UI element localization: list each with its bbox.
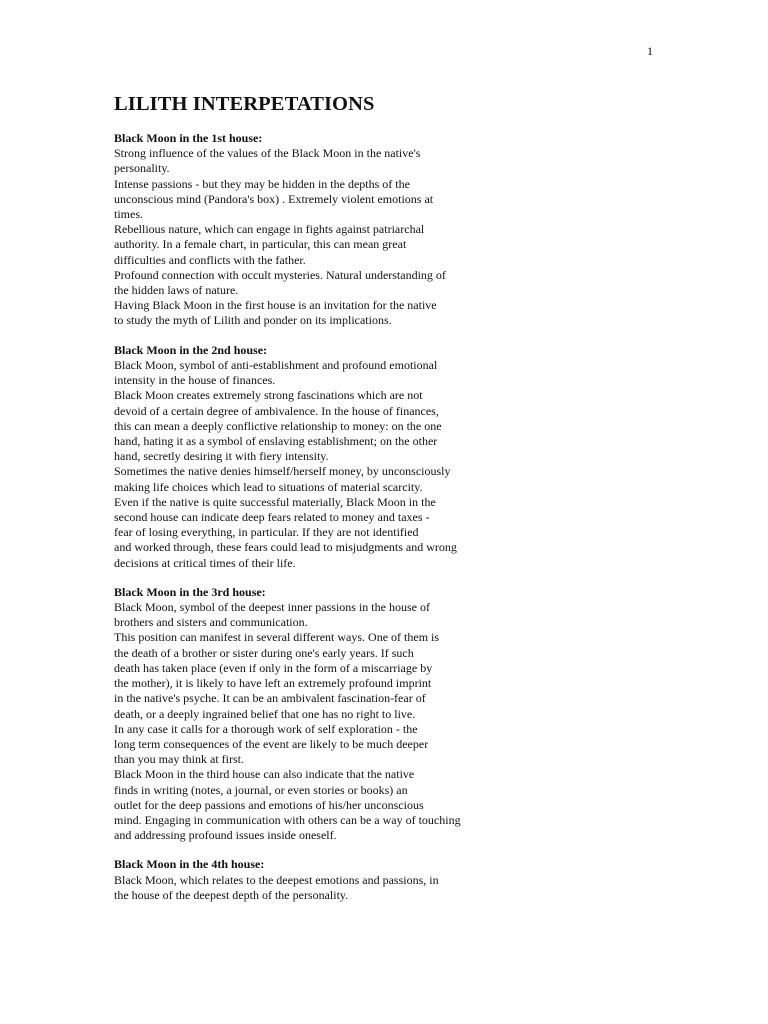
paragraph-line: Black Moon, which relates to the deepest emotions and passions, in bbox=[114, 872, 439, 887]
paragraph-line: and addressing profound issues inside oneself. bbox=[114, 828, 337, 843]
section-house-3 bbox=[114, 585, 514, 843]
paragraph-line: finds in writing (notes, a journal, or even stories or books) an bbox=[114, 782, 408, 797]
section-heading: Black Moon in the 2nd house: bbox=[114, 342, 268, 357]
paragraph-line: this can mean a deeply conflictive relationship to money: on the one bbox=[114, 418, 442, 433]
paragraph-line: Black Moon in the third house can also indicate that the native bbox=[114, 767, 415, 782]
paragraph-line: than you may think at first. bbox=[114, 752, 244, 767]
paragraph-line: death, or a deeply ingrained belief that one has no right to live. bbox=[114, 706, 416, 721]
paragraph-line: personality. bbox=[114, 161, 170, 176]
paragraph-line: brothers and sisters and communication. bbox=[114, 615, 308, 630]
paragraph-line: intensity in the house of finances. bbox=[114, 373, 276, 388]
paragraph-line: second house can indicate deep fears related to money and taxes - bbox=[114, 509, 430, 524]
paragraph-line: Black Moon, symbol of the deepest inner passions in the house of bbox=[114, 600, 430, 615]
paragraph-line: Even if the native is quite successful materially, Black Moon in the bbox=[114, 494, 436, 509]
paragraph-line: Having Black Moon in the first house is an invitation for the native bbox=[114, 298, 437, 313]
section-heading: Black Moon in the 4th house: bbox=[114, 857, 265, 872]
paragraph-line: In any case it calls for a thorough work of self exploration - the bbox=[114, 721, 418, 736]
paragraph-line: outlet for the deep passions and emotions of his/her unconscious bbox=[114, 797, 424, 812]
section-heading: Black Moon in the 1st house: bbox=[114, 131, 263, 145]
paragraph-line: Intense passions - but they may be hidden in the depths of the bbox=[114, 176, 410, 191]
paragraph-line: Black Moon creates extremely strong fascinations which are not bbox=[114, 388, 423, 403]
paragraph-line: authority. In a female chart, in particular, this can mean great bbox=[114, 237, 407, 252]
page-number: 1 bbox=[647, 44, 653, 58]
paragraph-line: the house of the deepest depth of the personality. bbox=[114, 887, 349, 902]
paragraph-line: Black Moon, symbol of anti-establishment and profound emotional bbox=[114, 357, 438, 372]
paragraph-line: Strong influence of the values of the Black Moon in the native's bbox=[114, 146, 421, 161]
paragraph-line: death has taken place (even if only in the form of a miscarriage by bbox=[114, 660, 433, 675]
paragraph-line: hand, hating it as a symbol of enslaving establishment; on the other bbox=[114, 433, 438, 448]
paragraph-line: the mother), it is likely to have left an extremely profound imprint bbox=[114, 676, 432, 691]
paragraph-line: difficulties and conflicts with the father. bbox=[114, 252, 306, 267]
paragraph-line: Profound connection with occult mysteries. Natural understanding of bbox=[114, 267, 446, 282]
document-title: LILITH INTERPETATIONS bbox=[114, 93, 375, 115]
paragraph-line: fear of losing everything, in particular. If they are not identified bbox=[114, 525, 419, 540]
paragraph-line: Sometimes the native denies himself/herself money, by unconsciously bbox=[114, 464, 451, 479]
section-house-2 bbox=[114, 343, 514, 571]
paragraph-line: mind. Engaging in communication with others can be a way of touching bbox=[114, 812, 461, 827]
paragraph-line: long term consequences of the event are likely to be much deeper bbox=[114, 736, 429, 751]
paragraph-line: the hidden laws of nature. bbox=[114, 283, 239, 298]
section-house-4 bbox=[114, 857, 514, 903]
paragraph-line: making life choices which lead to situations of material scarcity. bbox=[114, 479, 423, 494]
paragraph-line: in the native's psyche. It can be an ambivalent fascination-fear of bbox=[114, 691, 426, 706]
paragraph-line: devoid of a certain degree of ambivalence. In the house of finances, bbox=[114, 403, 439, 418]
paragraph-line: decisions at critical times of their life. bbox=[114, 555, 296, 570]
paragraph-line: This position can manifest in several different ways. One of them is bbox=[114, 630, 440, 645]
paragraph-line: unconscious mind (Pandora's box) . Extremely violent emotions at bbox=[114, 191, 434, 206]
paragraph-line: the death of a brother or sister during one's early years. If such bbox=[114, 645, 414, 660]
paragraph-line: times. bbox=[114, 207, 143, 222]
paragraph-line: and worked through, these fears could lead to misjudgments and wrong bbox=[114, 540, 457, 555]
section-heading: Black Moon in the 3rd house: bbox=[114, 584, 266, 599]
paragraph-line: hand, secretly desiring it with fiery intensity. bbox=[114, 449, 329, 464]
document-body bbox=[114, 131, 514, 917]
paragraph-line: Rebellious nature, which can engage in fights against patriarchal bbox=[114, 222, 425, 237]
section-house-1 bbox=[114, 131, 514, 329]
paragraph-line: to study the myth of Lilith and ponder on its implications. bbox=[114, 313, 392, 328]
